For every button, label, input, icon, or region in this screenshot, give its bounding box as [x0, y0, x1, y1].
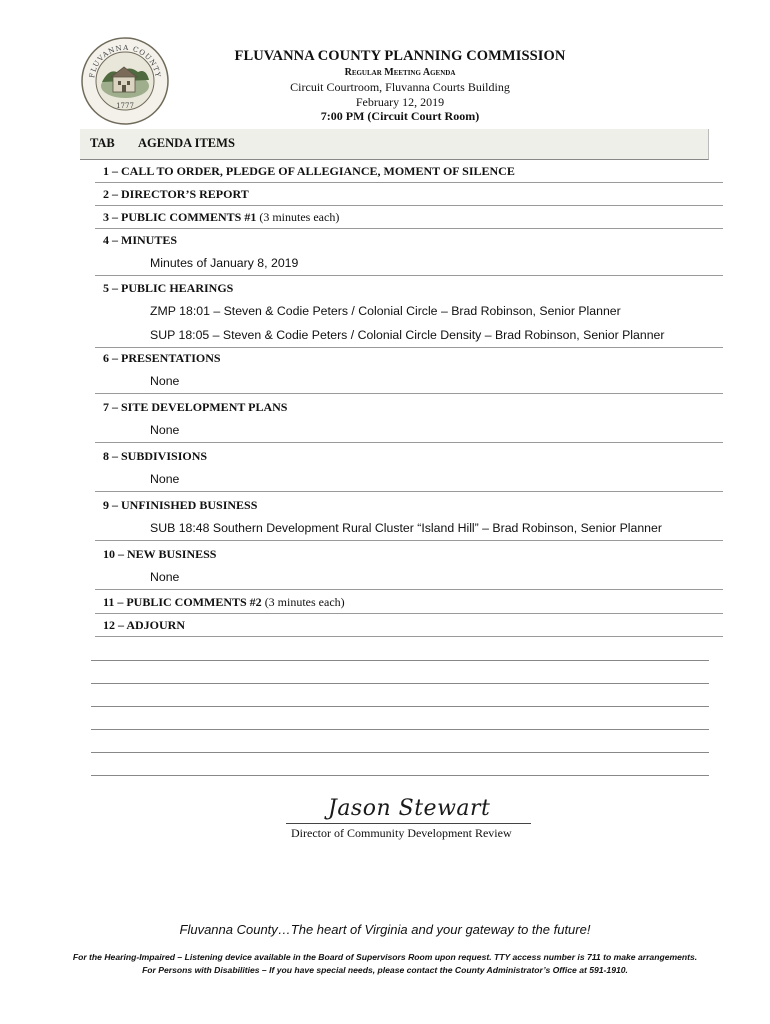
agenda-heading-note: (3 minutes each): [256, 210, 340, 224]
agenda-heading-text: 3 – PUBLIC COMMENTS #1: [103, 210, 257, 224]
agenda-heading-note: (3 minutes each): [261, 595, 345, 609]
agenda-heading-text: 11 – PUBLIC COMMENTS #2: [103, 595, 262, 609]
county-seal: [80, 36, 170, 126]
agenda-subitem: None: [150, 423, 180, 437]
meeting-date: February 12, 2019: [355, 94, 445, 109]
agenda-item: [95, 229, 723, 276]
agenda-heading: 8 – SUBDIVISIONS: [103, 449, 208, 463]
seal-ring-text: FLUVANNA COUNTY: [88, 43, 162, 79]
agenda-table-header: [80, 129, 709, 160]
agenda-subitem: SUP 18:05 – Steven & Codie Peters / Colonial Circle Density – Brad Robinson, Senior Planner: [150, 328, 665, 342]
signature-block: [286, 796, 531, 826]
signatory-title: Director of Community Development Review: [291, 826, 512, 840]
blank-line: [91, 706, 709, 707]
agenda-heading: 12 – ADJOURN: [103, 618, 186, 632]
footer-hearing-impaired-note: For the Hearing-Impaired – Listening device available in the Board of Supervisors Room upon request. TTY access number is 711 to make arrangements.: [72, 952, 698, 962]
agenda-subitem: Minutes of January 8, 2019: [150, 256, 299, 270]
agenda-heading: 1 – CALL TO ORDER, PLEDGE OF ALLEGIANCE, MOMENT OF SILENCE: [103, 164, 515, 178]
agenda-item: [95, 206, 723, 229]
agenda-item: [95, 347, 723, 394]
agenda-item: [95, 543, 723, 590]
agenda-heading: 7 – SITE DEVELOPMENT PLANS: [103, 400, 288, 414]
agenda-subitem: None: [150, 472, 180, 486]
agenda-item: [95, 494, 723, 541]
document-header: [190, 47, 610, 124]
meeting-time: 7:00 PM (Circuit Court Room): [320, 109, 480, 123]
footer-motto: Fluvanna County…The heart of Virginia and your gateway to the future!: [179, 922, 591, 937]
blank-line: [91, 752, 709, 753]
agenda-heading: 5 – PUBLIC HEARINGS: [103, 281, 234, 295]
blank-line: [91, 660, 709, 661]
blank-line: [91, 729, 709, 730]
signature: Jason Stewart: [328, 796, 491, 821]
agenda-item: [95, 396, 723, 443]
blank-line: [91, 775, 709, 776]
tab-column-label: TAB: [90, 136, 115, 150]
agenda-subitem: SUB 18:48 Southern Development Rural Cluster “Island Hill” – Brad Robinson, Senior Planner: [150, 521, 662, 535]
agenda-heading: 10 – NEW BUSINESS: [103, 547, 217, 561]
meeting-location: Circuit Courtroom, Fluvanna Courts Building: [290, 80, 510, 94]
agenda-heading: [95, 206, 723, 228]
agenda-item: [95, 445, 723, 492]
agenda-item: [95, 591, 723, 614]
agenda-item: [95, 160, 723, 183]
document-title: FLUVANNA COUNTY PLANNING COMMISSION: [234, 48, 566, 64]
footer-disabilities-note: For Persons with Disabilities – If you have special needs, please contact the County Administrator’s Office at 591-1910.: [142, 965, 628, 975]
agenda-heading: 2 – DIRECTOR’S REPORT: [103, 187, 249, 201]
agenda-heading: [95, 591, 723, 613]
agenda-subitem: ZMP 18:01 – Steven & Codie Peters / Colonial Circle – Brad Robinson, Senior Planner: [150, 304, 621, 318]
seal-year: 1777: [116, 102, 134, 110]
agenda-heading: 6 – PRESENTATIONS: [103, 351, 221, 365]
agenda-subitem: None: [150, 374, 180, 388]
agenda-heading: 4 – MINUTES: [103, 233, 178, 247]
agenda-subitem: None: [150, 570, 180, 584]
signature-line: [286, 823, 531, 824]
document-subtitle: Regular Meeting Agenda: [344, 67, 456, 78]
agenda-items-column-label: AGENDA ITEMS: [138, 136, 235, 150]
agenda-item: [95, 183, 723, 206]
agenda-item: [95, 277, 723, 348]
blank-line: [91, 683, 709, 684]
agenda-heading: 9 – UNFINISHED BUSINESS: [103, 498, 258, 512]
agenda-item: [95, 614, 723, 637]
